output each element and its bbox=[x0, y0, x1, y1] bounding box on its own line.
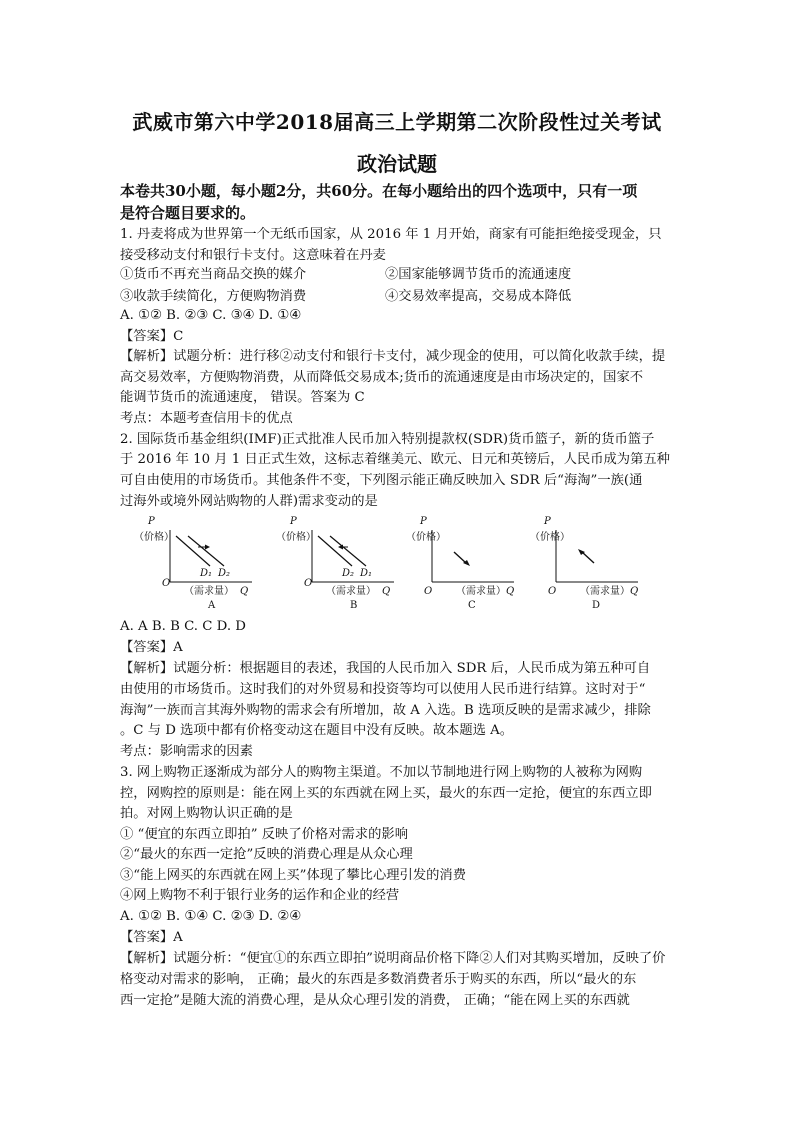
graph-origin-label: O bbox=[424, 586, 433, 597]
graph-p-label: P bbox=[290, 516, 297, 527]
movement-arrow bbox=[582, 552, 594, 563]
graph-q-label: Q bbox=[506, 586, 515, 597]
q3-choices: A. ①② B. ①④ C. ②③ D. ②④ bbox=[120, 909, 302, 924]
q3-option: ④网上购物不利于银行业务的运作和企业的经营 bbox=[120, 888, 400, 903]
q2-analysis-line: 。C 与 D 选项中都有价格变动这在题目中没有反映。故本题选 A。 bbox=[120, 723, 514, 738]
graph-qty-label: （需求量） bbox=[580, 586, 630, 597]
q2-point: 考点：影响需求的因素 bbox=[120, 744, 253, 759]
q1-option-3: ③收款手续简化，方便购物消费 bbox=[120, 289, 307, 304]
graph-p-label: P bbox=[148, 516, 155, 527]
graph-origin-label: O bbox=[304, 578, 313, 589]
q1-stem-line: 1. 丹麦将成为世界第一个无纸币国家，从 2016 年 1 月开始，商家有可能拒绝接受现金，只 bbox=[120, 227, 662, 242]
graph-p-label: P bbox=[544, 516, 551, 527]
q3-option: ②“最火的东西一定抢”反映的消费心理是从众心理 bbox=[120, 847, 413, 862]
graph-qty-label: （需求量） bbox=[184, 586, 234, 597]
q3-stem-line: 拍。对网上购物认识正确的是 bbox=[120, 806, 293, 821]
q1-option-1: ①货币不再充当商品交换的媒介 bbox=[120, 267, 307, 282]
graph-letter: B bbox=[350, 600, 358, 611]
q1-point: 考点：本题考查信用卡的优点 bbox=[120, 411, 293, 426]
graph-q-label: Q bbox=[382, 586, 391, 597]
graph-p-label: P bbox=[420, 516, 427, 527]
q1-answer: 【答案】C bbox=[120, 329, 184, 344]
demand-graph-b bbox=[276, 516, 422, 616]
q2-analysis-line: 海淘”一族而言其海外购物的需求会有所增加，故 A 入选。B 选项反映的是需求减少，排除 bbox=[120, 703, 651, 718]
q2-stem-line: 于 2016 年 10 月 1 日正式生效，这标志着继美元、欧元、日元和英镑后，人民币成为第五种 bbox=[120, 452, 670, 467]
instructions-line: 本卷共30小题，每小题2分，共60分。在每小题给出的四个选项中，只有一项 bbox=[120, 182, 638, 200]
q2-stem-line: 过海外或境外网站购物的人群)需求变动的是 bbox=[120, 494, 378, 509]
demand-graph-a bbox=[134, 516, 280, 616]
q3-option: ① “便宜的东西立即拍” 反映了价格对需求的影响 bbox=[120, 827, 408, 842]
graph-letter: A bbox=[208, 600, 216, 611]
q2-stem-line: 2. 国际货币基金组织(IMF)正式批准人民币加入特别提款权(SDR)货币篮子，新的货币篮子 bbox=[120, 432, 655, 447]
q1-option-2: ②国家能够调节货币的流通速度 bbox=[385, 267, 572, 282]
demand-graph-d bbox=[526, 516, 666, 616]
q2-analysis-line: 【解析】试题分析：根据题目的表述，我国的人民币加入 SDR 后，人民币成为第五种可自 bbox=[120, 661, 651, 676]
q2-stem-line: 可自由使用的市场货币。其他条件不变，下列图示能正确反映加入 SDR 后“海淘”一族(通 bbox=[120, 473, 643, 488]
graph-price-label: （价格） bbox=[276, 532, 316, 543]
graph-price-label: （价格） bbox=[530, 532, 570, 543]
graph-origin-label: O bbox=[162, 578, 171, 589]
demand-graph-c bbox=[402, 516, 542, 616]
graph-qty-label: （需求量） bbox=[456, 586, 506, 597]
q2-answer: 【答案】A bbox=[120, 640, 183, 655]
q3-stem-line: 控，网购控的原则是：能在网上买的东西就在网上买，最火的东西一定抢，便宜的东西立即 bbox=[120, 786, 652, 801]
graph-d2-label: D₂ bbox=[218, 568, 231, 579]
graph-letter: C bbox=[468, 600, 476, 611]
graph-q-label: Q bbox=[630, 586, 639, 597]
graph-qty-label: （需求量） bbox=[326, 586, 376, 597]
q2-analysis-line: 由使用的市场货币。这时我们的对外贸易和投资等均可以使用人民币进行结算。这时对于“ bbox=[120, 682, 646, 697]
q3-option: ③“能上网买的东西就在网上买”体现了攀比心理引发的消费 bbox=[120, 868, 467, 883]
graph-d1-label: D₁ bbox=[360, 568, 373, 579]
q3-stem-line: 3. 网上购物正逐渐成为部分人的购物主渠道。不加以节制地进行网上购物的人被称为网购 bbox=[120, 765, 643, 780]
graph-origin-label: O bbox=[548, 586, 557, 597]
q3-analysis-line: 西一定抢”是随大流的消费心理，是从众心理引发的消费， 正确；“能在网上买的东西就 bbox=[120, 993, 630, 1008]
graph-letter: D bbox=[592, 600, 601, 611]
instructions-line: 是符合题目要求的。 bbox=[120, 204, 256, 222]
q1-stem-line: 接受移动支付和银行卡支付。这意味着在丹麦 bbox=[120, 248, 386, 263]
page-title: 武威市第六中学2018届高三上学期第二次阶段性过关考试 bbox=[132, 110, 662, 134]
q1-analysis-line: 高交易效率，方便购物消费，从而降低交易成本;货币的流通速度是由市场决定的，国家不 bbox=[120, 370, 644, 385]
q1-analysis-line: 能调节货币的流通速度， 错误。答案为 C bbox=[120, 390, 365, 405]
graph-d1-label: D₁ bbox=[200, 568, 213, 579]
q3-analysis-line: 格变动对需求的影响， 正确；最火的东西是多数消费者乐于购买的东西，所以“最火的东 bbox=[120, 972, 637, 987]
graph-d2-label: D₂ bbox=[342, 568, 355, 579]
q1-option-4: ④交易效率提高，交易成本降低 bbox=[385, 289, 572, 304]
q2-choices: A. A B. B C. C D. D bbox=[120, 619, 246, 634]
q3-answer: 【答案】A bbox=[120, 930, 183, 945]
q3-analysis-line: 【解析】试题分析：“便宜①的东西立即拍”说明商品价格下降②人们对其购买增加，反映了价 bbox=[120, 951, 666, 966]
q1-analysis-line: 【解析】试题分析：进行移②动支付和银行卡支付，减少现金的使用，可以简化收款手续，提 bbox=[120, 349, 666, 364]
graph-q-label: Q bbox=[240, 586, 249, 597]
movement-arrow bbox=[454, 552, 466, 563]
page-subtitle: 政治试题 bbox=[357, 152, 437, 176]
graph-price-label: （价格） bbox=[134, 532, 174, 543]
graph-price-label: （价格） bbox=[406, 532, 446, 543]
q1-choices: A. ①② B. ②③ C. ③④ D. ①④ bbox=[120, 308, 302, 323]
